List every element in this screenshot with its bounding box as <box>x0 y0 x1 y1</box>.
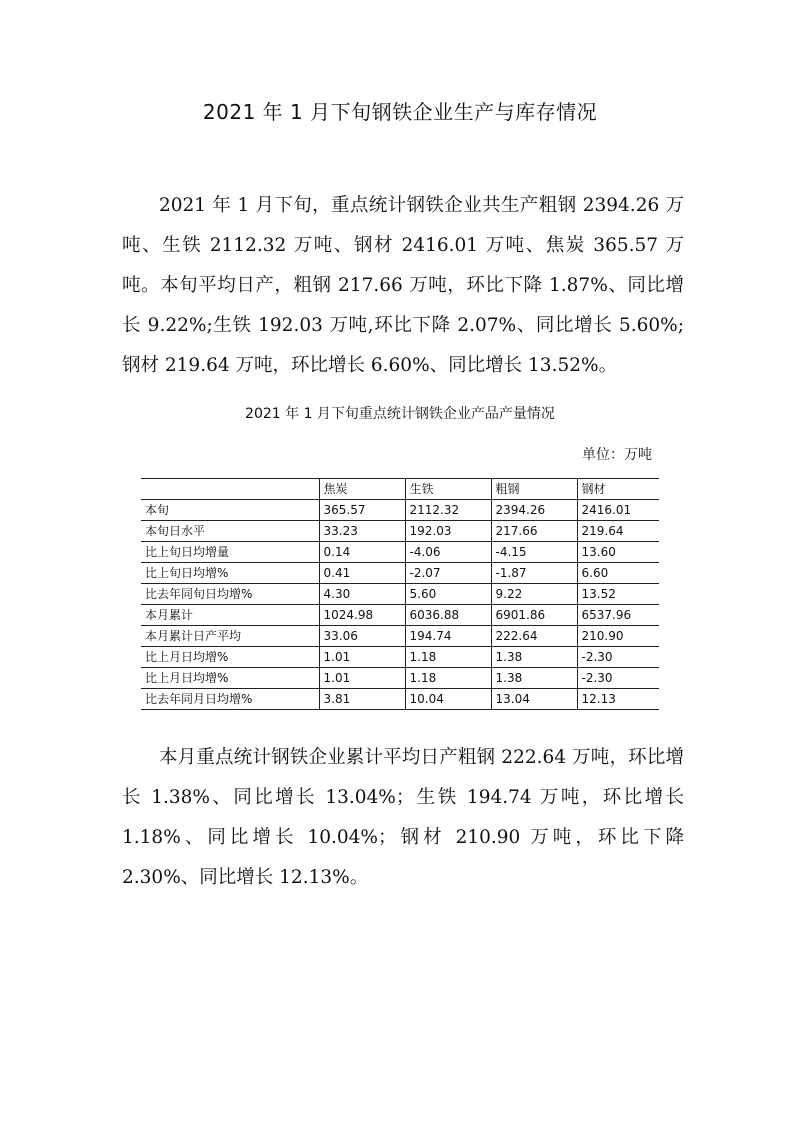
header-cell-pig-iron: 生铁 <box>405 479 491 500</box>
table-unit-label: 单位：万吨 <box>582 447 652 463</box>
table-row <box>141 584 659 605</box>
table-cell: 1.18 <box>405 647 491 668</box>
table-cell: -2.30 <box>577 647 659 668</box>
table-cell: 6.60 <box>577 563 659 584</box>
table-cell: 0.14 <box>319 542 405 563</box>
table-cell: 219.64 <box>577 521 659 542</box>
table-row <box>141 521 659 542</box>
header-cell <box>141 479 319 500</box>
table-cell: 6537.96 <box>577 605 659 626</box>
table-cell: 33.23 <box>319 521 405 542</box>
table-cell: 192.03 <box>405 521 491 542</box>
table-cell: -2.07 <box>405 563 491 584</box>
row-label: 比上月日均增% <box>141 668 319 689</box>
table-cell: 1.18 <box>405 668 491 689</box>
table-cell: 10.04 <box>405 689 491 710</box>
table-cell: 0.41 <box>319 563 405 584</box>
table-cell: 2394.26 <box>491 500 577 521</box>
table-cell: 210.90 <box>577 626 659 647</box>
table-row <box>141 626 659 647</box>
document-title: 2021 年 1 月下旬钢铁企业生产与库存情况 <box>202 100 598 124</box>
header-cell-steel-products: 钢材 <box>577 479 659 500</box>
table-title: 2021 年 1 月下旬重点统计钢铁企业产品产量情况 <box>245 406 555 422</box>
table-cell: 365.57 <box>319 500 405 521</box>
table-cell: 194.74 <box>405 626 491 647</box>
row-label: 比上月日均增% <box>141 647 319 668</box>
table-cell: 4.30 <box>319 584 405 605</box>
table-cell: 13.60 <box>577 542 659 563</box>
table-cell: 1024.98 <box>319 605 405 626</box>
table-cell: -4.15 <box>491 542 577 563</box>
row-label: 比去年同旬日均增% <box>141 584 319 605</box>
summary-paragraph: 2021 年 1 月下旬，重点统计钢铁企业共生产粗钢 2394.26 万吨、生铁 2112.32 万吨、钢材 2416.01 万吨、焦炭 365.57 万吨。本旬平均日产，粗钢 217.66 万吨，环比下降 1.87%、同比增长 9.22%;生铁 192.03 万吨,环比下降 2.07%、同比增长 5.60%;钢材 219.64 万吨，环比增长 6.60%、同比增长 13.52%。 <box>122 195 684 376</box>
table-row <box>141 563 659 584</box>
table-cell: 1.38 <box>491 647 577 668</box>
row-label: 本月累计 <box>141 605 319 626</box>
table-cell: 6036.88 <box>405 605 491 626</box>
table-cell: -2.30 <box>577 668 659 689</box>
table-cell: 12.13 <box>577 689 659 710</box>
row-label: 本旬 <box>141 500 319 521</box>
table-cell: 2416.01 <box>577 500 659 521</box>
row-label: 比上旬日均增量 <box>141 542 319 563</box>
production-table <box>141 478 659 710</box>
table-cell: 222.64 <box>491 626 577 647</box>
table-cell: 1.38 <box>491 668 577 689</box>
monthly-summary-paragraph: 本月重点统计钢铁企业累计平均日产粗钢 222.64 万吨，环比增长 1.38%、同比增长 13.04%；生铁 194.74 万吨，环比增长 1.18%、同比增长 10.04%；钢材 210.90 万吨，环比下降 2.30%、同比增长 12.13%。 <box>122 747 684 888</box>
table-cell: 33.06 <box>319 626 405 647</box>
table-cell: 5.60 <box>405 584 491 605</box>
table-cell: 1.01 <box>319 668 405 689</box>
header-cell-coke: 焦炭 <box>319 479 405 500</box>
table-cell: 3.81 <box>319 689 405 710</box>
table-cell: -4.06 <box>405 542 491 563</box>
row-label: 本月累计日产平均 <box>141 626 319 647</box>
table-row <box>141 605 659 626</box>
table-row <box>141 668 659 689</box>
row-label: 比去年同月日均增% <box>141 689 319 710</box>
header-cell-crude-steel: 粗钢 <box>491 479 577 500</box>
table-cell: 217.66 <box>491 521 577 542</box>
table-cell: -1.87 <box>491 563 577 584</box>
table-cell: 13.52 <box>577 584 659 605</box>
table-cell: 6901.86 <box>491 605 577 626</box>
table-row <box>141 500 659 521</box>
table-cell: 1.01 <box>319 647 405 668</box>
table-row <box>141 647 659 668</box>
table-cell: 13.04 <box>491 689 577 710</box>
table-header-row <box>141 479 659 500</box>
table-row <box>141 689 659 710</box>
table-row <box>141 542 659 563</box>
table-cell: 2112.32 <box>405 500 491 521</box>
table-cell: 9.22 <box>491 584 577 605</box>
row-label: 本旬日水平 <box>141 521 319 542</box>
row-label: 比上旬日均增% <box>141 563 319 584</box>
